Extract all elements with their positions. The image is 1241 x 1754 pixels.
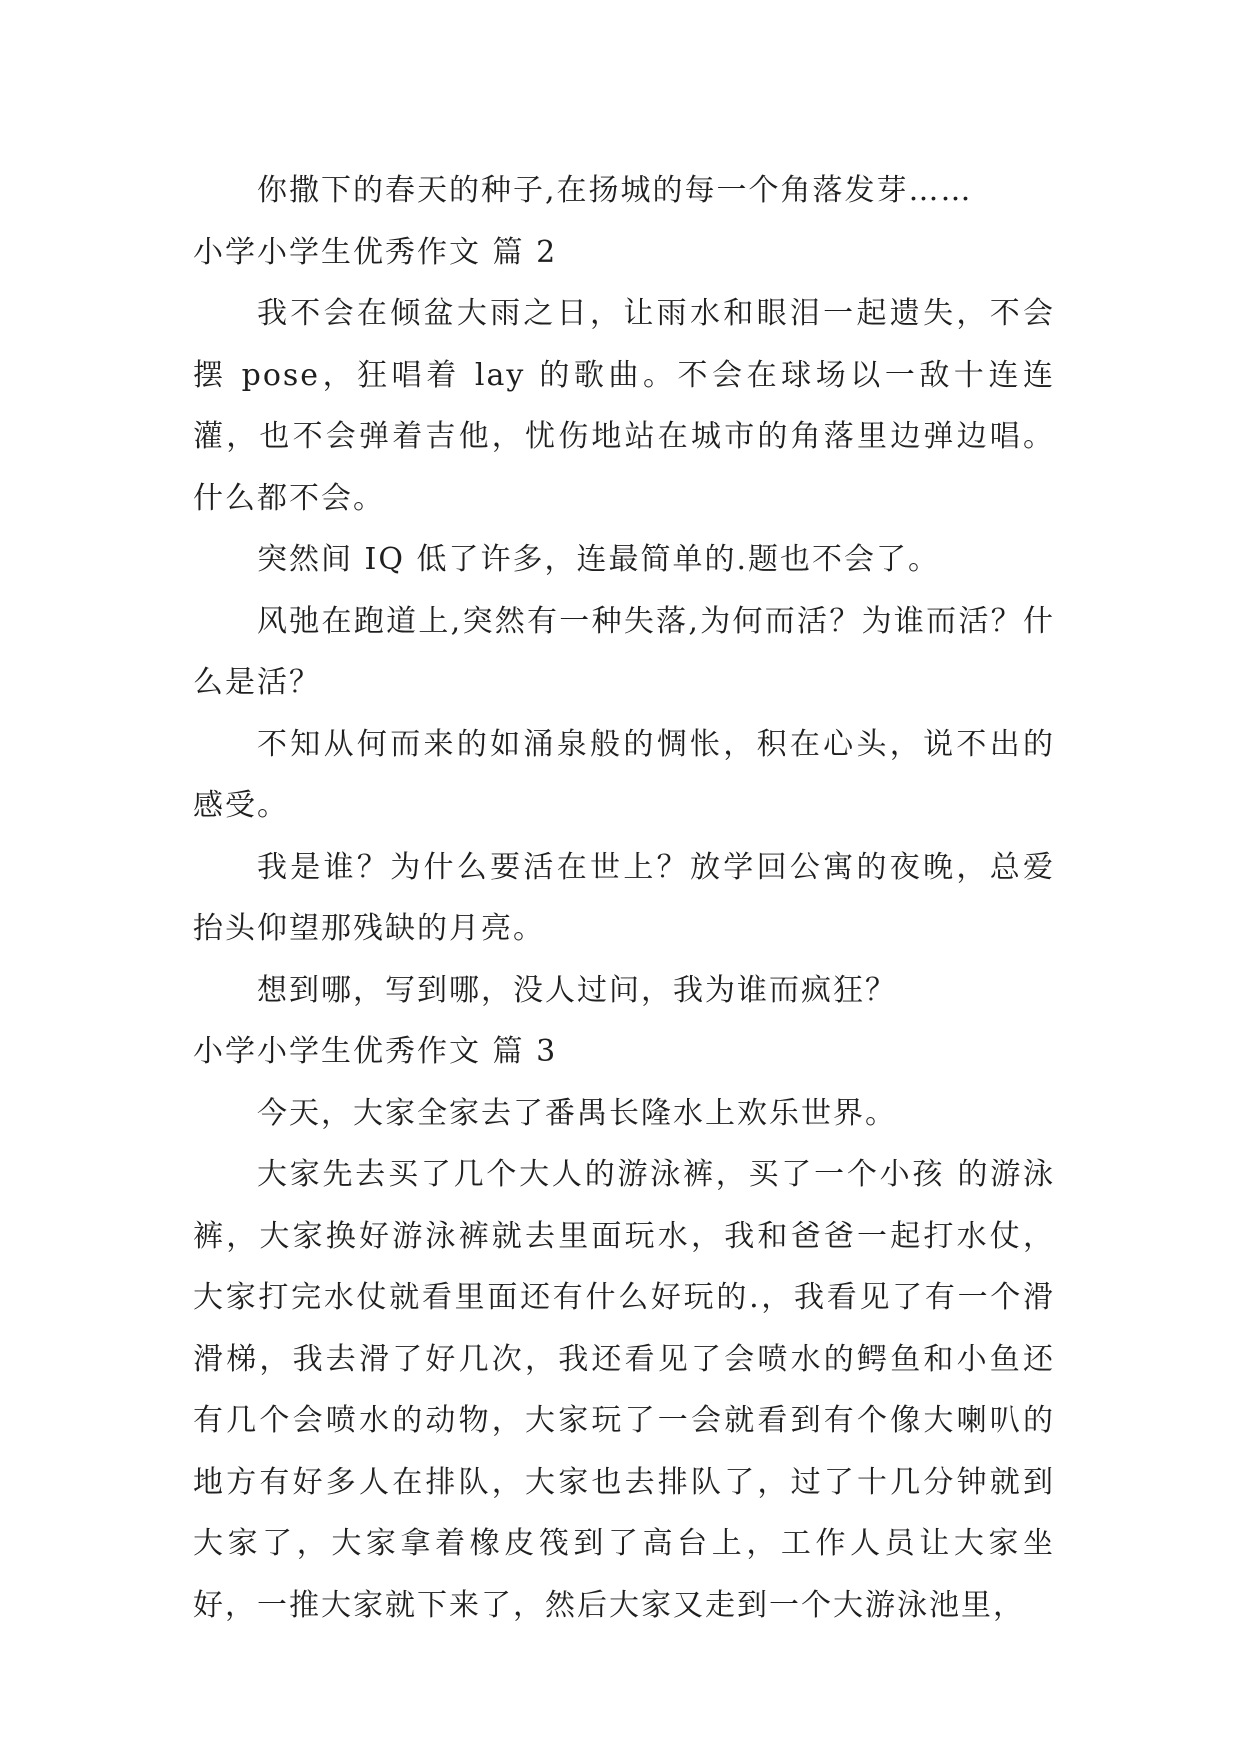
document-body [193,160,1055,1636]
paragraph: 今天，大家全家去了番禺长隆水上欢乐世界。 [257,1095,897,1131]
paragraph: 我不会在倾盆大雨之日，让雨水和眼泪一起遗失，不会摆 pose，狂唱着 lay 的歌曲。不会在球场以一敌十连连灌，也不会弹着吉他，忧伤地站在城市的角落里边弹边唱。什么都不会。 [193,296,1055,516]
paragraph: 大家先去买了几个大人的游泳裤，买了一个小孩 的游泳裤，大家换好游泳裤就去里面玩水，我和爸爸一起打水仗，大家打完水仗就看里面还有什么好玩的.，我看见了有一个滑滑梯，我去滑了好几次，我还看见了会喷水的鳄鱼和小鱼还有几个会喷水的动物，大家玩了一会就看到有个像大喇叭的地方有好多人在排队，大家也去排队了，过了十几分钟就到大家了，大家拿着橡皮筏到了高台上，工作人员让大家坐好，一推大家就下来了，然后大家又走到一个大游泳池里， [193,1157,1055,1623]
paragraph: 不知从何而来的如涌泉般的惆怅，积在心头，说不出的感受。 [193,726,1055,823]
paragraph: 想到哪，写到哪，没人过问，我为谁而疯狂？ [257,972,897,1008]
section-heading: 小学小学生优秀作文 篇 3 [193,1034,558,1069]
paragraph: 突然间 IQ 低了许多，连最简单的.题也不会了。 [257,542,941,577]
paragraph: 我是谁？为什么要活在世上？放学回公寓的夜晚，总爱抬头仰望那残缺的月亮。 [193,849,1055,946]
paragraph: 风弛在跑道上,突然有一种失落,为何而活？为谁而活？什么是活？ [193,603,1055,700]
paragraph: 你撒下的春天的种子,在扬城的每一个角落发芽…… [257,173,973,208]
section-heading: 小学小学生优秀作文 篇 2 [193,234,558,270]
